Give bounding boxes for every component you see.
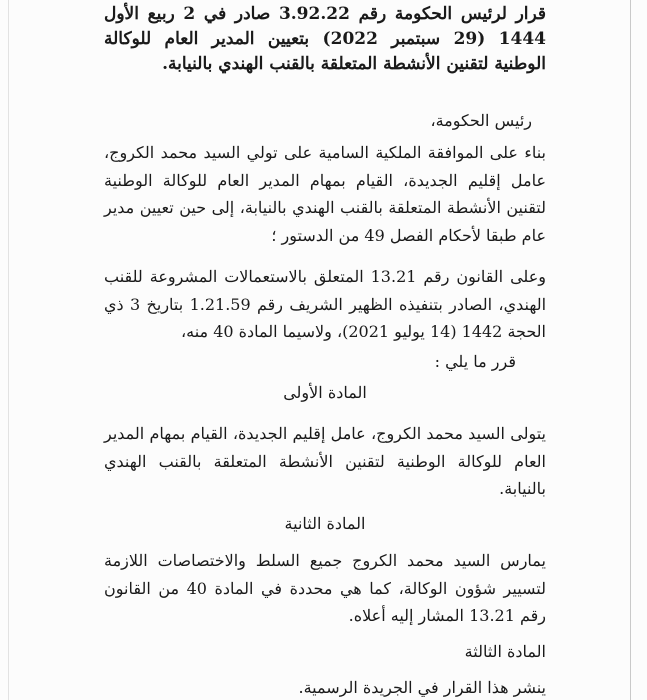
preamble-paragraph-2: وعلى القانون رقم 13.21 المتعلق بالاستعمالات المشروعة للقنب الهندي، الصادر بتنفيذه الظهير الشريف رقم 1.21.59 بتاريخ 3 ذي الحجة 1442 (14 يوليو 2021)، ولاسيما المادة 40 منه، [104, 267, 547, 341]
page-border-right [630, 0, 631, 700]
issuer-line: رئيس الحكومة، [430, 111, 532, 130]
page-border-left [8, 0, 9, 700]
decree-title: قرار لرئيس الحكومة رقم 3.92.22 صادر في 2 ربيع الأول 1444 (29 سبتمبر 2022) بتعيين المدير العام للوكالة الوطنية لتقنين الأنشطة المتعلقة بالقنب الهندي بالنيابة. [104, 4, 547, 74]
article-1-heading: المادة الأولى [283, 383, 367, 402]
decided-line: قرر ما يلي : [434, 352, 516, 371]
article-2-heading: المادة الثانية [284, 514, 366, 533]
article-3-heading: المادة الثالثة [464, 642, 546, 661]
article-2-text: يمارس السيد محمد الكروج جميع السلط والاختصاصات اللازمة لتسيير شؤون الوكالة، كما هي محددة في المادة 40 من القانون رقم 13.21 المشار إليه أعلاه. [104, 551, 546, 625]
article-3-text: ينشر هذا القرار في الجريدة الرسمية. [298, 678, 546, 697]
article-1-text: يتولى السيد محمد الكروج، عامل إقليم الجديدة، القيام بمهام المدير العام للوكالة الوطنية لتقنين الأنشطة المتعلقة بالقنب الهندي بالنيابة. [104, 424, 546, 498]
preamble-paragraph-1: بناء على الموافقة الملكية السامية على تولي السيد محمد الكروج، عامل إقليم الجديدة، القيام بمهام المدير العام للوكالة الوطنية لتقنين الأنشطة المتعلقة بالقنب الهندي بالنيابة، إلى حين تعيين مدير عام طبقا لأحكام الفصل 49 من الدستور ؛ [104, 143, 546, 245]
